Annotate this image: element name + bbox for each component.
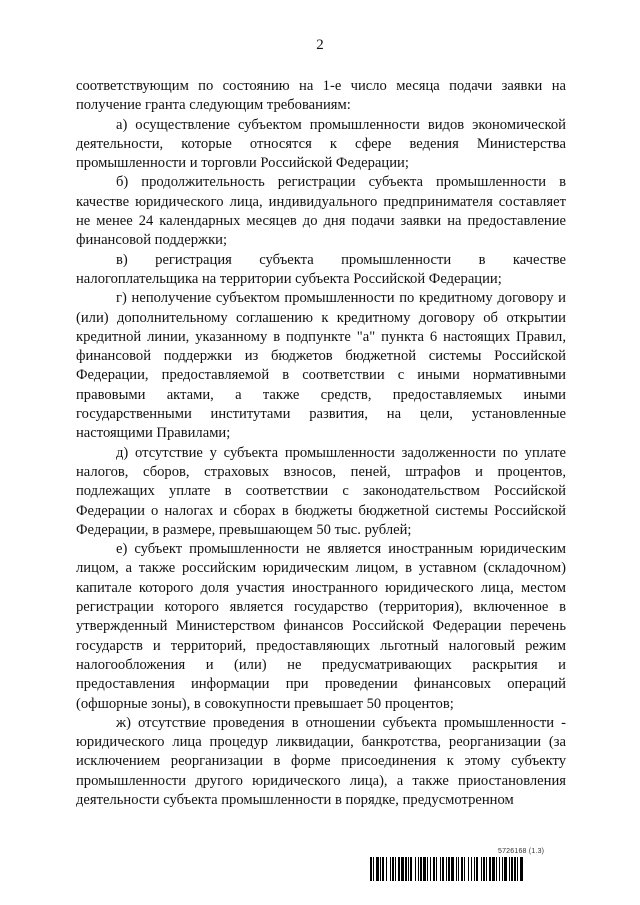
barcode-bar (401, 857, 404, 881)
document-body (76, 77, 566, 810)
barcode-bar (486, 857, 487, 881)
barcode-bar (415, 857, 416, 881)
barcode-bar (481, 857, 482, 881)
barcode-bar (509, 857, 510, 881)
barcode-bar (464, 857, 465, 881)
barcode-bar (502, 857, 503, 881)
barcode-bar (458, 857, 459, 881)
barcode-bar (427, 857, 428, 881)
barcode-bar (456, 857, 457, 881)
barcode-bar (390, 857, 391, 881)
barcode-bar (492, 857, 495, 881)
paragraph-item-g: г) неполучение субъектом промышленности по кредитному договору и (или) дополнительному соглашению к кредитному договору об открытии кредитной линии, указанному в подпункте "а" пункта 6 настоящих Правил, финансовой поддержки из бюджетов бюджетной системы Российской Федерации, предоставляемой в соответствии с иными нормативными правовыми актами, а также средств, предоставляемых иными государственными институтами развития, на цели, установленные настоящими Правилами; (76, 290, 566, 442)
paragraph-item-v: в) регистрация субъекта промышленности в качестве налогоплательщика на территории субъекта Российской Федерации; (76, 251, 566, 287)
barcode-bar (423, 857, 426, 881)
barcode-bar (386, 857, 387, 881)
barcode-bar (408, 857, 409, 881)
barcode-bar (370, 857, 372, 881)
barcode-caption: 5726168 (1.3) (498, 848, 545, 855)
barcode-icon (370, 857, 584, 881)
barcode-bar (410, 857, 412, 881)
paragraph-item-e: е) субъект промышленности не является иностранным юридическим лицом, а также российским юридическим лицом, в уставном (складочном) капитале которого доля участия иностранного юридического лица, местом регистрации которого является государство (территория), включенное в утвержденный Министерством финансов Российской Федерации перечень государств и территорий, предоставляющих льготный налоговый режим налогообложения и (или) не предусматривающих раскрытия и предоставления информации при проведении финансовых операций (офшорные зоны), в совокупности превышает 50 процентов; (76, 541, 566, 712)
barcode-bar (395, 857, 396, 881)
paragraph-item-d: д) отсутствие у субъекта промышленности задолженности по уплате налогов, сборов, страховых взносов, пеней, штрафов и процентов, подлежащих уплате в соответствии с законодательством Российской Федерации о налогах и сборах в бюджеты бюджетной системы Российской Федерации, в размере, превышающем 50 тыс. рублей; (76, 444, 566, 538)
barcode-bar (489, 857, 491, 881)
barcode-bar (373, 857, 374, 881)
barcode-bar (448, 857, 450, 881)
barcode-bar (398, 857, 400, 881)
barcode-bar (474, 857, 475, 881)
paragraph-item-zh: ж) отсутствие проведения в отношении субъекта промышленности - юридического лица процедур ликвидации, банкротства, реорганизации (за исключением реорганизации в форме присоединения к этому субъекту промышленности другого юридического лица), а также приостановления деятельности субъекта промышленности в порядке, предусмотренном (76, 714, 566, 808)
barcode-bar (418, 857, 419, 881)
barcode-bar (440, 857, 441, 881)
barcode-bar (468, 857, 469, 881)
barcode-bar (499, 857, 500, 881)
paragraph-item-a: а) осуществление субъектом промышленности видов экономической деятельности, которые относятся к сфере ведения Министерства промышленности и торговли Российской Федерации; (76, 116, 566, 172)
barcode-bar (420, 857, 422, 881)
barcode-bar (376, 857, 379, 881)
barcode-bar (483, 857, 485, 881)
barcode-bar (382, 857, 384, 881)
barcode-bar (504, 857, 507, 881)
barcode-bar (430, 857, 431, 881)
barcode-bar (514, 857, 516, 881)
page-number: 2 (316, 37, 324, 53)
barcode-bar (446, 857, 447, 881)
barcode-bar (520, 857, 523, 881)
barcode-bar (405, 857, 407, 881)
barcode-bar (476, 857, 478, 881)
barcode-bar (511, 857, 513, 881)
barcode-bar (380, 857, 381, 881)
barcode-bar (392, 857, 394, 881)
barcode-bar (433, 857, 435, 881)
barcode-bar (471, 857, 472, 881)
paragraph-intro: соответствующим по состоянию на 1-е число месяца подачи заявки на получение гранта следующим требованиям: (76, 78, 566, 114)
barcode-bar (451, 857, 454, 881)
barcode-bar (517, 857, 518, 881)
barcode-bar (496, 857, 497, 881)
paragraph-item-b: б) продолжительность регистрации субъекта промышленности в качестве юридического лица, индивидуального предпринимателя составляет не менее 24 календарных месяцев до дня подачи заявки на предоставление финансовой поддержки; (76, 174, 566, 249)
barcode-bar (461, 857, 463, 881)
barcode-bar (442, 857, 444, 881)
barcode-bar (436, 857, 437, 881)
